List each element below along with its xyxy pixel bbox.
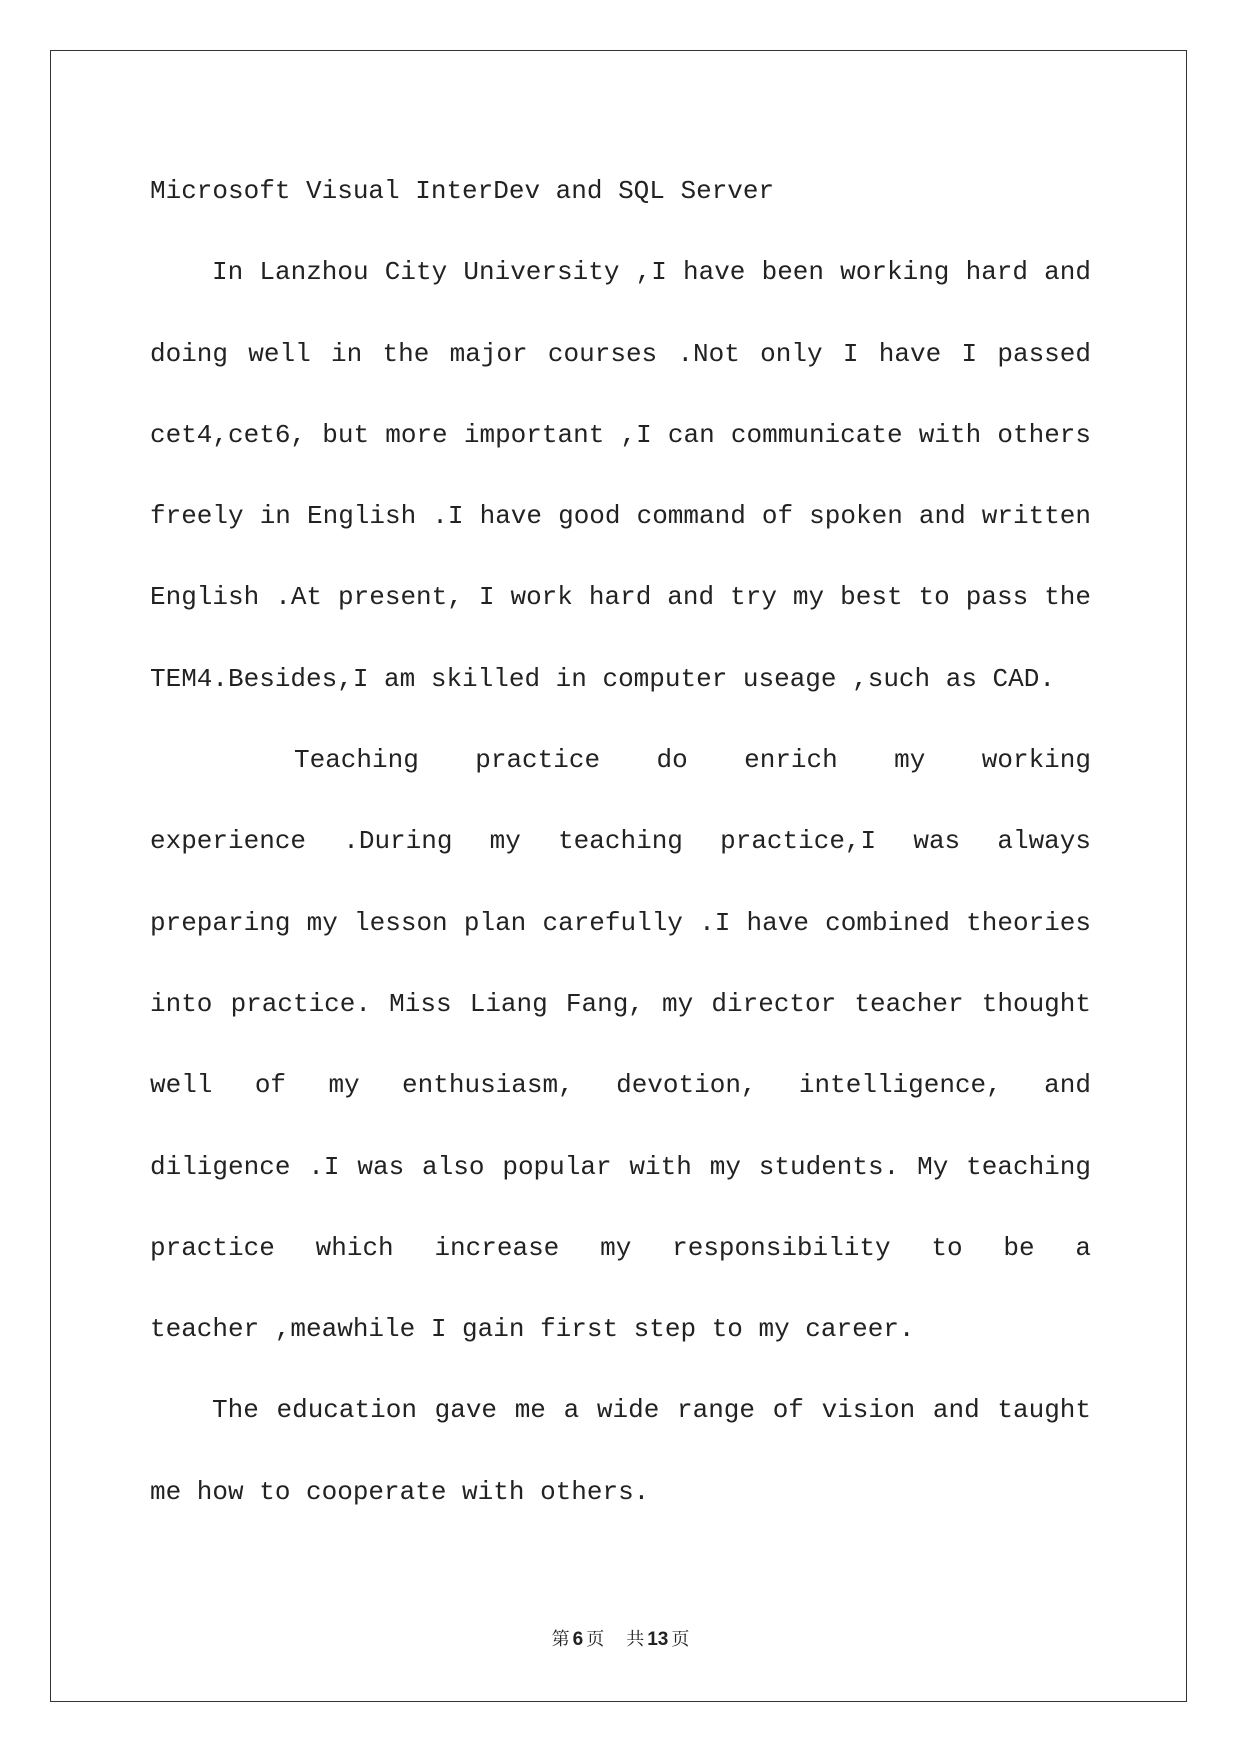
body-text-line: In Lanzhou City University ,I have been working hard and xyxy=(212,257,1091,288)
current-page-number: 6 xyxy=(572,1629,584,1650)
body-text-line: preparing my lesson plan carefully .I have combined theories xyxy=(150,907,1091,938)
total-suffix: 页 xyxy=(671,1629,690,1650)
body-text-line: me how to cooperate with others. xyxy=(150,1476,650,1507)
body-text-line: well of my enthusiasm, devotion, intelligence, and xyxy=(150,1070,1091,1101)
total-prefix: 共 xyxy=(626,1629,645,1650)
body-text-line: The education gave me a wide range of vision and taught xyxy=(212,1395,1091,1426)
body-text-line: experience .During my teaching practice,I was always xyxy=(150,826,1091,857)
body-text-line: diligence .I was also popular with my students. My teaching xyxy=(150,1151,1091,1182)
page-prefix: 第 xyxy=(551,1629,570,1650)
body-text-line: teacher ,meawhile I gain first step to my career. xyxy=(150,1314,915,1345)
body-text-line: into practice. Miss Liang Fang, my director teacher thought xyxy=(150,988,1091,1019)
body-text-line: English .At present, I work hard and try my best to pass the xyxy=(150,582,1091,613)
body-text-line: TEM4.Besides,I am skilled in computer useage ,such as CAD. xyxy=(150,663,1055,694)
body-text-line: freely in English .I have good command of spoken and written xyxy=(150,501,1091,532)
page-suffix: 页 xyxy=(586,1629,605,1650)
total-page-count: 13 xyxy=(647,1629,669,1650)
body-text-line: cet4,cet6, but more important ,I can communicate with others xyxy=(150,419,1091,450)
body-text-line: Teaching practice do enrich my working xyxy=(294,745,1091,776)
body-text-line: Microsoft Visual InterDev and SQL Server xyxy=(150,176,775,206)
body-text-line: practice which increase my responsibility to be a xyxy=(150,1232,1091,1263)
body-text-line: doing well in the major courses .Not only I have I passed xyxy=(150,338,1091,369)
document-body xyxy=(150,151,1091,1533)
page-number-footer xyxy=(0,1625,1241,1651)
